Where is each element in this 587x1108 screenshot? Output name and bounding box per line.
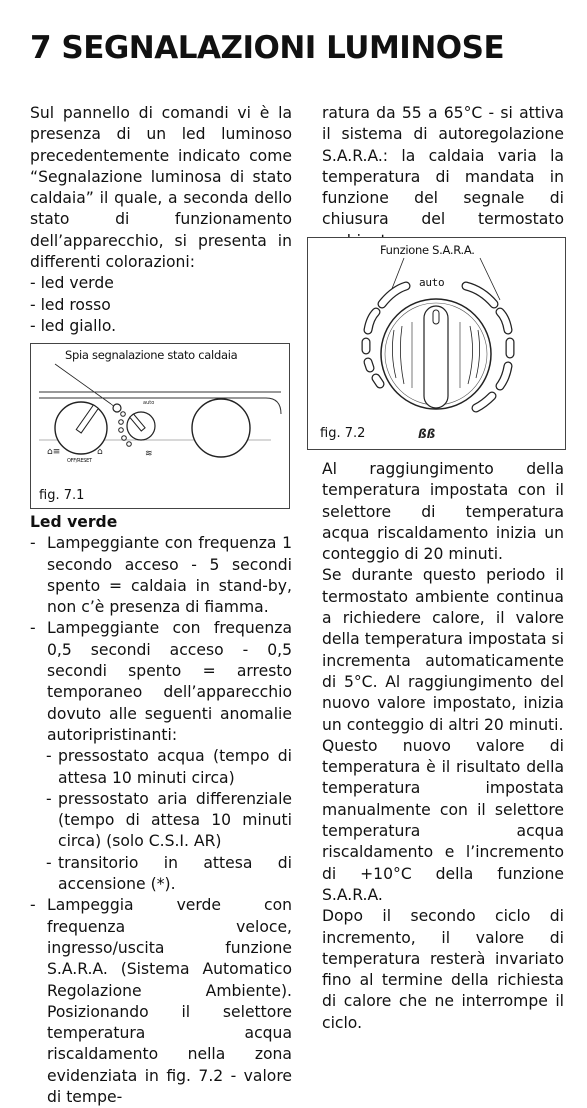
anomalies-list	[30, 746, 292, 895]
led-color-list	[30, 273, 292, 337]
figure-label: Spia segnalazione stato caldaia	[65, 348, 238, 362]
knob-label: OFF/RESET	[67, 458, 92, 464]
list-item: - pressostato acqua (tempo di attesa 10 minuti circa)	[46, 747, 292, 787]
list-item: - led giallo.	[30, 316, 117, 335]
led-verde-section	[30, 512, 292, 1108]
list-item-text: transitorio in attesa di accensione (*).	[58, 853, 292, 894]
list-item: - Lampeggiante con frequenza 1 secondo acceso - 5 secondi spento = caldaia in stand-by, non c’è presenza di fiamma.	[30, 534, 292, 617]
svg-text:⌂: ⌂	[97, 447, 103, 457]
sara-knob-illustration	[308, 238, 565, 449]
list-item: - transitorio in attesa di accensione (*).	[46, 853, 292, 894]
led-verde-list-continued	[30, 895, 292, 1108]
list-item-text: Lampeggiante con frequenza 1 secondo acceso - 5 secondi spento = caldaia in stand-by, non c’è presenza di fiamma.	[47, 534, 292, 617]
list-item: - Lampeggiante con frequenza 0,5 secondi acceso - 0,5 secondi spento = arresto temporaneo dell’apparecchio dovuto alle seguenti anomalie autoripristinanti:	[30, 619, 292, 744]
list-item-text: pressostato acqua (tempo di attesa 10 minuti circa)	[58, 747, 292, 787]
led-verde-list	[30, 533, 292, 746]
paragraph: Se durante questo periodo il termostato ambiente continua a richiedere calore, il valore della temperatura impostata si incrementa automaticamente di 5°C. Al raggiungimento del nuovo valore impostato, inizia un conteggio di altri 20 minuti.	[322, 566, 564, 734]
control-panel-illustration	[31, 344, 289, 508]
figure-7-1	[30, 343, 290, 509]
figure-label: Funzione S.A.R.A.	[380, 243, 475, 257]
pressure-gauge-icon	[192, 399, 250, 457]
section-heading: Led verde	[30, 513, 118, 531]
paragraph: Al raggiungimento della temperatura impostata con il selettore di temperatura acqua riscaldamento inizia un conteggio di 20 minuti.	[322, 460, 564, 564]
list-item-text: pressostato aria differenziale (tempo di attesa 10 minuti circa) (solo C.S.I. AR)	[58, 789, 292, 851]
paragraph: Dopo il secondo ciclo di incremento, il valore di temperatura resterà invariato fino al termine della richiesta di calore che ne interrompe il ciclo.	[322, 907, 564, 1032]
list-item: - Lampeggia verde con frequenza veloce, ingresso/uscita funzione S.A.R.A. (Sistema Automatico Regolazione Ambiente). Posizionando il selettore temperatura acqua riscaldamento nella zona evidenziata in fig. 7.2 - valore di tempe-	[30, 896, 292, 1107]
figure-7-2	[307, 237, 566, 450]
list-item: - led verde	[30, 274, 114, 293]
paragraph: Questo nuovo valore di temperatura è il risultato della temperatura impostata manualmente con il selettore temperatura acqua riscaldamento e l’incremento di +10°C della funzione S.A.R.A.	[322, 736, 564, 904]
status-led-icon	[113, 404, 121, 412]
list-item: - pressostato aria differenziale (tempo di attesa 10 minuti circa) (solo C.S.I. AR)	[46, 789, 292, 851]
figure-caption: fig. 7.2	[320, 426, 366, 441]
auto-label: auto	[419, 276, 445, 289]
list-item: - led rosso	[30, 295, 111, 314]
list-item-text: Lampeggia verde con frequenza veloce, ingresso/uscita funzione S.A.R.A. (Sistema Automatico Regolazione Ambiente). Posizionando il selettore temperatura acqua riscaldamento nella zona evidenziata in fig. 7.2 - valore di tempe-	[47, 896, 292, 1107]
svg-text:auto: auto	[143, 400, 155, 406]
intro-section	[30, 103, 292, 337]
figure-caption: fig. 7.1	[39, 488, 85, 503]
svg-text:⌂≡: ⌂≡	[47, 447, 61, 457]
intro-paragraph: Sul pannello di comandi vi è la presenza di un led luminoso precedentemente indicato come “Segnalazione luminosa di stato caldaia” il quale, a seconda dello stato di funzionamento dell’apparecchio, si presenta in differenti colorazioni:	[30, 104, 292, 272]
page-title: 7 SEGNALAZIONI LUMINOSE	[30, 30, 505, 66]
list-item-text: Lampeggiante con frequenza 0,5 secondi acceso - 0,5 secondi spento = arresto temporaneo dell’apparecchio dovuto alle seguenti anomalie autoripristinanti:	[47, 619, 292, 744]
column-2-bottom	[322, 459, 564, 1034]
paragraph: ratura da 55 a 65°C - si attiva il sistema di autoregolazione S.A.R.A.: la caldaia varia la temperatura di mandata in funzione del segnale di chiusura del termostato	[322, 104, 564, 229]
column-2-top	[322, 103, 564, 252]
svg-text:≋: ≋	[145, 449, 153, 459]
svg-text:ßß: ßß	[418, 427, 436, 441]
